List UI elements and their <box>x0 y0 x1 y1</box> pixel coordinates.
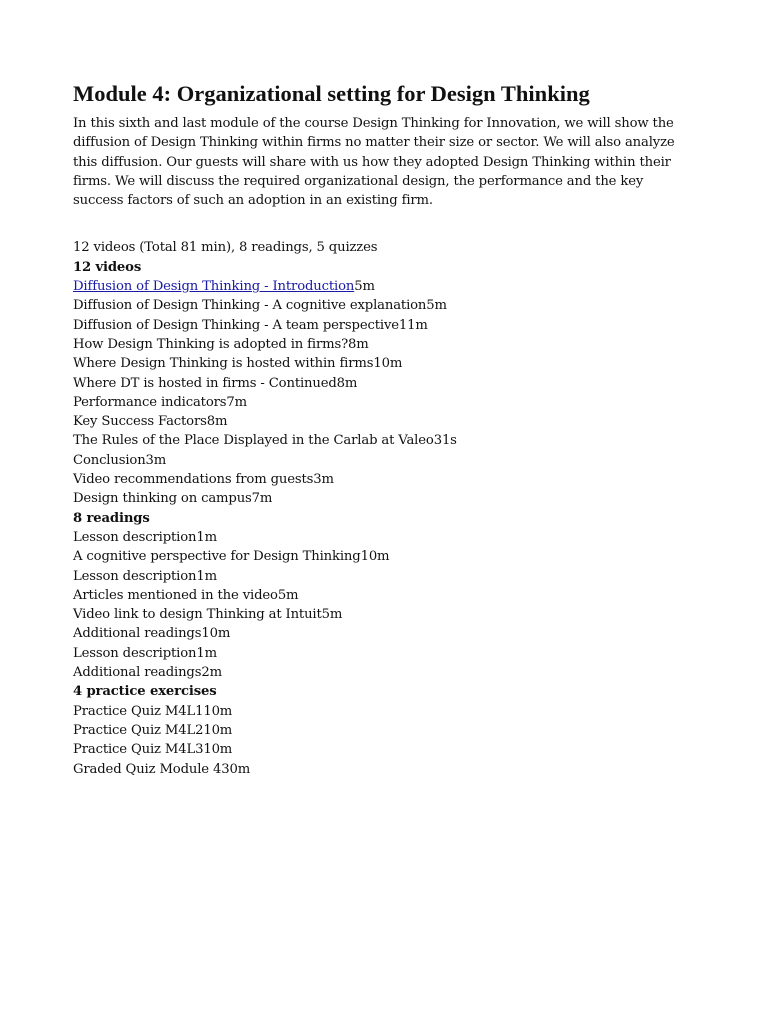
duration: 5m <box>426 298 447 314</box>
video-link[interactable]: Diffusion of Design Thinking - Introduction <box>73 279 355 295</box>
readings-heading: 8 readings <box>73 510 150 526</box>
item-label: Articles mentioned in the video <box>73 587 278 603</box>
list-item <box>73 760 697 779</box>
duration: 5m <box>354 279 375 295</box>
duration: 2m <box>201 665 222 681</box>
duration: 8m <box>348 336 369 352</box>
videos-heading: 12 videos <box>73 259 142 275</box>
list-item <box>73 296 697 315</box>
duration: 1m <box>196 529 217 545</box>
item-label: Lesson description <box>73 529 197 545</box>
duration: 10m <box>373 356 403 372</box>
list-item <box>73 624 697 643</box>
duration: 1m <box>196 568 217 584</box>
list-item <box>73 605 697 624</box>
duration: 7m <box>226 394 247 410</box>
duration: 3m <box>313 472 334 488</box>
item-label: Performance indicators <box>73 394 227 410</box>
item-label: Lesson description <box>73 645 197 661</box>
list-item <box>73 316 697 335</box>
list-item <box>73 335 697 354</box>
list-item <box>73 354 697 373</box>
list-item <box>73 431 697 450</box>
item-label: Video recommendations from guests <box>73 472 314 488</box>
item-label: Where DT is hosted in firms - Continued <box>73 375 337 391</box>
duration: 8m <box>206 414 228 430</box>
duration: 5m <box>277 587 299 603</box>
list-item <box>73 470 697 489</box>
list-item <box>73 586 697 605</box>
item-label: Additional readings <box>73 626 202 642</box>
list-item <box>73 740 697 759</box>
item-label: Diffusion of Design Thinking - A cognitive explanation <box>73 298 427 314</box>
item-label: Diffusion of Design Thinking - A team perspective <box>73 317 399 333</box>
list-item <box>73 374 697 393</box>
duration: 30m <box>221 761 251 777</box>
item-label: Graded Quiz Module 4 <box>73 761 222 777</box>
list-item <box>73 644 697 663</box>
item-label: Conclusion <box>73 452 146 468</box>
item-label: Practice Quiz M4L1 <box>73 703 204 719</box>
item-label: The Rules of the Place Displayed in the Carlab at Valeo <box>73 433 434 449</box>
page-title: Module 4: Organizational setting for Design Thinking <box>73 81 590 106</box>
duration: 7m <box>251 491 273 507</box>
duration: 1m <box>196 645 217 661</box>
module-page <box>73 80 697 779</box>
duration: 8m <box>336 375 358 391</box>
duration: 10m <box>203 703 233 719</box>
list-item[interactable] <box>73 277 697 296</box>
list-item <box>73 528 697 547</box>
item-label: Additional readings <box>73 665 202 681</box>
item-label: Where Design Thinking is hosted within firms <box>73 356 374 372</box>
duration: 10m <box>360 549 390 565</box>
item-label: Practice Quiz M4L2 <box>73 722 204 738</box>
list-item <box>73 567 697 586</box>
list-item <box>73 721 697 740</box>
duration: 5m <box>321 607 343 623</box>
duration: 31s <box>433 433 457 449</box>
list-item <box>73 547 697 566</box>
list-item <box>73 663 697 682</box>
item-label: Design thinking on campus <box>73 491 252 507</box>
duration: 3m <box>145 452 167 468</box>
list-item <box>73 393 697 412</box>
list-item <box>73 489 697 508</box>
list-item <box>73 412 697 431</box>
module-intro: In this sixth and last module of the course Design Thinking for Innovation, we will show the diffusion of Design Thinking within firms no matter their size or sector. We will also analyze this diffusion. Our guests will share with us how they adopted Design Thinking within their firms. We will discuss the required organizational design, the performance and the key success factors of such an adoption in an existing firm. <box>73 116 675 209</box>
duration: 11m <box>398 317 428 333</box>
content-list <box>73 258 697 779</box>
module-summary: 12 videos (Total 81 min), 8 readings, 5 quizzes <box>73 240 378 256</box>
item-label: Practice Quiz M4L3 <box>73 742 204 758</box>
duration: 10m <box>201 626 231 642</box>
item-label: Video link to design Thinking at Intuit <box>73 607 322 623</box>
item-label: A cognitive perspective for Design Thinking <box>73 549 361 565</box>
item-label: How Design Thinking is adopted in firms? <box>73 336 348 352</box>
item-label: Lesson description <box>73 568 197 584</box>
list-item <box>73 451 697 470</box>
duration: 10m <box>203 742 233 758</box>
item-label: Key Success Factors <box>73 414 207 430</box>
duration: 10m <box>203 722 233 738</box>
exercises-heading: 4 practice exercises <box>73 684 217 700</box>
list-item <box>73 702 697 721</box>
